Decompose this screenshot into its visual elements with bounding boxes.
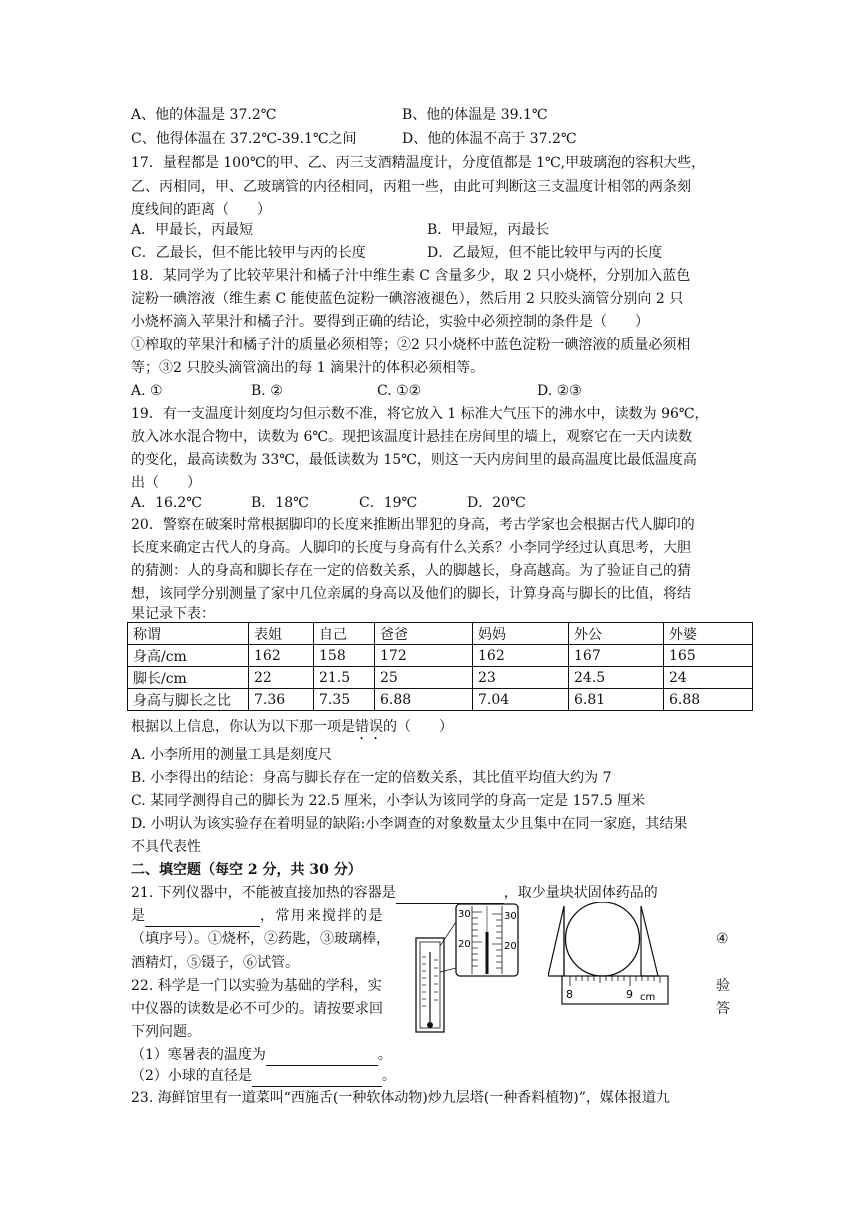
q18-option-a: A. ①: [131, 383, 163, 399]
table-cell: 165: [664, 645, 753, 667]
thermo-label: 30: [504, 911, 517, 922]
ruler-label: 8: [566, 988, 573, 1001]
q18-stem-line: 18．某同学为了比较苹果汁和橘子汁中维生素 C 含量多少，取 2 只小烧杯，分别加入蓝色: [131, 268, 691, 284]
section-title: 二、填空题（每空 2 分，共 30 分）: [131, 862, 362, 878]
table-cell: 7.36: [249, 689, 314, 711]
q19-option-a: A．16.2℃: [131, 495, 202, 511]
q20-stem-line: 想，该同学分别测量了家中几位亲属的身高以及他们的脚长，计算身高与脚长的比值，将结: [131, 586, 691, 602]
table-row: [128, 645, 753, 667]
table-header-cell: 爸爸: [375, 623, 473, 645]
table-cell: 172: [375, 645, 473, 667]
q16-option-d: D、他的体温不高于 37.2℃: [402, 131, 577, 147]
table-header-cell: 外婆: [664, 623, 753, 645]
q19-option-b: B．18℃: [251, 495, 309, 511]
q22-sub-2: （2）小球的直径是 。: [131, 1065, 396, 1087]
q21-line-end: ④: [716, 931, 729, 947]
q21-line: （填序号）。①烧杯，②药匙，③玻璃棒，: [131, 931, 390, 947]
table-header-cell: 称谓: [128, 623, 249, 645]
q19-stem-line: 出（ ）: [131, 475, 201, 491]
thermometer-figure: [412, 902, 520, 1034]
table-cell: 24.5: [569, 667, 664, 689]
q18-stem-line: 等；③2 只胶头滴管滴出的每 1 滴果汁的体积必须相等。: [131, 360, 485, 376]
q18-option-d: D. ②③: [537, 383, 582, 399]
table-header-cell: 自己: [314, 623, 375, 645]
height-foot-table: [127, 622, 753, 711]
q21-line: 酒精灯，⑤镊子，⑥试管。: [131, 955, 299, 971]
table-cell: 身高/cm: [128, 645, 249, 667]
answer-blank[interactable]: [266, 1049, 378, 1066]
q18-option-c: C. ①②: [377, 383, 422, 399]
q18-stem-line: ①榨取的苹果汁和橘子汁的质量必须相等；②2 只小烧杯中蓝色淀粉一碘溶液的质量必须相: [131, 337, 691, 353]
ruler-unit-label: cm: [640, 992, 656, 1003]
thermo-label: 20: [458, 939, 471, 950]
emphasis-text: 错误: [355, 719, 383, 735]
table-cell: 24: [664, 667, 753, 689]
table-cell: 6.88: [375, 689, 473, 711]
table-cell: 23: [473, 667, 569, 689]
ball-ruler-figure: [548, 902, 670, 1010]
q17-stem-line: 度线间的距离（ ）: [131, 202, 271, 218]
q20-option-d-cont: 不具代表性: [131, 839, 201, 855]
q20-option-d: D. 小明认为该实验存在着明显的缺陷:小李调查的对象数量太少且集中在同一家庭，其结果: [131, 816, 688, 832]
thermo-label: 20: [504, 941, 517, 952]
table-row: [128, 667, 753, 689]
table-cell: 162: [473, 645, 569, 667]
table-cell: 22: [249, 667, 314, 689]
q21-line: 21. 下列仪器中，不能被直接加热的容器是 ，取少量块状固体药品的: [131, 882, 658, 904]
table-cell: 21.5: [314, 667, 375, 689]
q16-option-b: B、他的体温是 39.1℃: [402, 107, 548, 123]
table-header-cell: 外公: [569, 623, 664, 645]
table-cell: 脚长/cm: [128, 667, 249, 689]
table-cell: 7.04: [473, 689, 569, 711]
q22-sub-1: （1）寒暑表的温度为 。: [131, 1044, 392, 1066]
q18-stem-line: 小烧杯滴入苹果汁和橘子汁。要得到正确的结论，实验中必须控制的条件是（ ）: [131, 314, 649, 330]
table-row: [128, 689, 753, 711]
table-cell: 身高与脚长之比: [128, 689, 249, 711]
q20-option-b: B. 小李得出的结论：身高与脚长存在一定的倍数关系，其比值平均值大约为 7: [131, 770, 612, 786]
q22-line-end: 验: [716, 978, 730, 994]
q18-option-b: B. ②: [251, 383, 283, 399]
q20-option-a: A. 小李所用的测量工具是刻度尺: [131, 747, 333, 763]
thermo-label: 30: [458, 909, 471, 920]
q22-line: 下列问题。: [131, 1024, 201, 1040]
answer-blank[interactable]: [252, 1070, 382, 1087]
q17-stem-line: 乙、丙相同，甲、乙玻璃管的内径相同，丙粗一些，由此可判断这三支温度计相邻的两条刻: [131, 179, 691, 195]
q20-option-c: C. 某同学测得自己的脚长为 22.5 厘米，小李认为该同学的身高一定是 157.5 厘米: [131, 793, 646, 809]
table-cell: 6.81: [569, 689, 664, 711]
table-cell: 7.35: [314, 689, 375, 711]
table-cell: 25: [375, 667, 473, 689]
table-cell: 158: [314, 645, 375, 667]
q17-option-a: A．甲最长，丙最短: [131, 222, 254, 238]
table-cell: 167: [569, 645, 664, 667]
q19-stem-line: 放入冰水混合物中，读数为 6℃。现把该温度计悬挂在房间里的墙上，观察它在一天内读数: [131, 429, 693, 445]
q16-option-a: A、他的体温是 37.2℃: [131, 107, 277, 123]
answer-blank[interactable]: [145, 910, 260, 927]
q19-option-c: C．19℃: [359, 495, 418, 511]
q22-line: 中仪器的读数是必不可少的。请按要求回: [131, 1001, 383, 1017]
q20-stem-line: 果记录下表：: [131, 606, 215, 622]
q16-option-c: C、他得体温在 37.2℃-39.1℃之间: [131, 131, 357, 147]
table-header-cell: 妈妈: [473, 623, 569, 645]
table-cell: 162: [249, 645, 314, 667]
q20-stem-line: 的猜测：人的身高和脚长存在一定的倍数关系，人的脚越长，身高越高。为了验证自己的猜: [131, 563, 691, 579]
q17-stem-line: 17．量程都是 100℃的甲、乙、丙三支酒精温度计，分度值都是 1℃,甲玻璃泡的容积大些，: [131, 155, 706, 171]
ruler-label: 9: [626, 988, 633, 1001]
q20-stem-line: 20．警察在破案时常根据脚印的长度来推断出罪犯的身高，考古学家也会根据古代人脚印的: [131, 517, 695, 533]
q17-option-c: C．乙最长，但不能比较甲与丙的长度: [131, 245, 366, 261]
q20-ask: 根据以上信息，你认为以下那一项是错误的（ ）: [131, 719, 453, 735]
table-cell: 6.88: [664, 689, 753, 711]
q19-option-d: D．20℃: [467, 495, 526, 511]
q19-stem-line: 19．有一支温度计刻度均匀但示数不准，将它放入 1 标准大气压下的沸水中，读数为 96℃，: [131, 406, 709, 422]
q19-stem-line: 的变化，最高读数为 33℃，最低读数为 15℃，则这一天内房间里的最高温度比最低温度高: [131, 452, 697, 468]
q22-line: 22. 科学是一门以实验为基础的学科，实: [131, 978, 382, 994]
q17-option-b: B．甲最短，丙最长: [427, 222, 550, 238]
table-header-cell: 表姐: [249, 623, 314, 645]
q22-line-end: 答: [716, 1001, 730, 1017]
q18-stem-line: 淀粉一碘溶液（维生素 C 能使蓝色淀粉一碘溶液褪色），然后用 2 只胶头滴管分别向 2 只: [131, 291, 684, 307]
q17-option-d: D．乙最短，但不能比较甲与丙的长度: [427, 245, 663, 261]
q23-line: 23. 海鲜馆里有一道菜叫“西施舌(一种软体动物)炒九层塔(一种香料植物)”，媒体报道九: [131, 1090, 670, 1106]
q20-stem-line: 长度来确定古代人的身高。人脚印的长度与身高有什么关系？小李同学经过认真思考，大胆: [131, 540, 691, 556]
q21-line: 是 ，常用来搅拌的是: [131, 905, 384, 927]
table-header-row: [128, 623, 753, 645]
